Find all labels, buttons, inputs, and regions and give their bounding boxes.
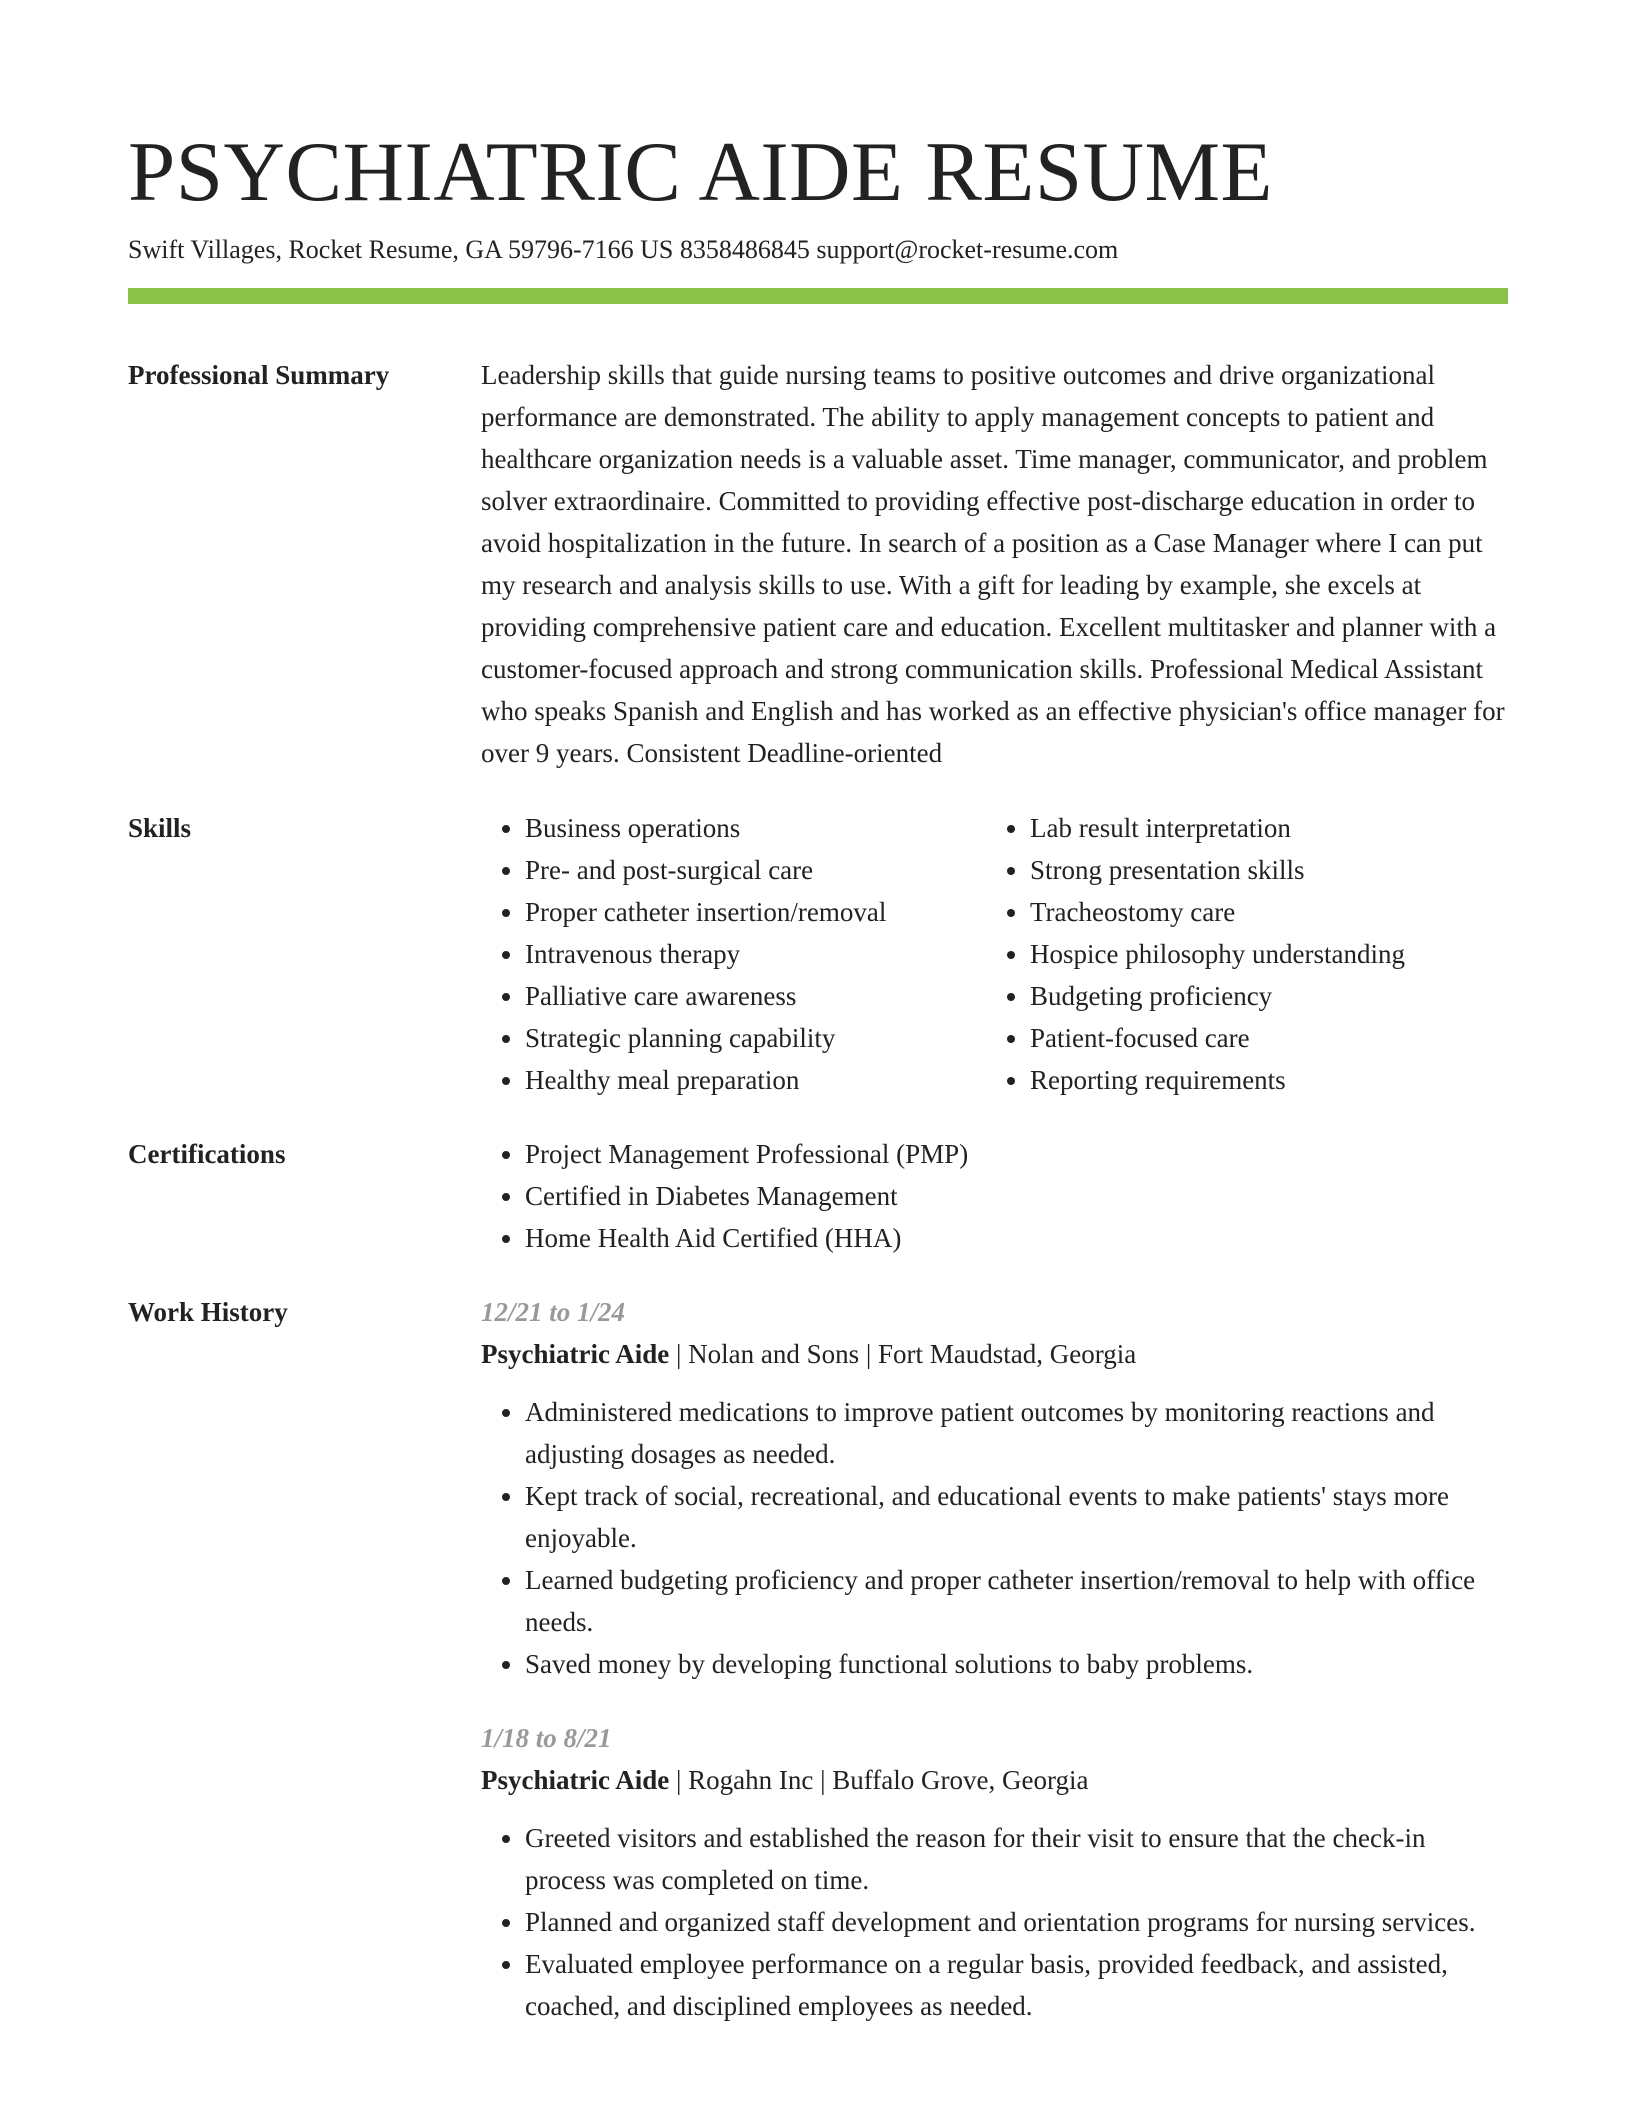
skill-item: • Palliative care awareness [525, 975, 986, 1017]
job-bullet: • Kept track of social, recreational, and educational events to make patients' stays more enjoyable. [525, 1475, 1508, 1559]
skill-item: • Patient-focused care [1030, 1017, 1491, 1059]
resume-title: PSYCHIATRIC AIDE RESUME [128, 125, 1273, 219]
certifications-body [481, 1133, 1508, 1259]
skills-columns [481, 807, 1508, 1101]
skills-list-left [481, 807, 986, 1101]
job-dates: 12/21 to 1/24 [481, 1297, 626, 1327]
job-bullets [481, 1817, 1508, 2027]
section-label-skills: Skills [128, 813, 192, 843]
skill-item: • Business operations [525, 807, 986, 849]
job-bullet: • Evaluated employee performance on a regular basis, provided feedback, and assisted, coached, and disciplined employees as needed. [525, 1943, 1508, 2027]
skill-item: • Tracheostomy care [1030, 891, 1491, 933]
job-entry [481, 1291, 1508, 1685]
job-employer-location: | Nolan and Sons | Fort Maudstad, Georgia [669, 1339, 1137, 1369]
skills-column-left [481, 807, 986, 1101]
skill-item: • Budgeting proficiency [1030, 975, 1491, 1017]
job-heading [481, 1759, 1508, 1801]
summary-text: Leadership skills that guide nursing teams to positive outcomes and drive organizational performance are demonstrated. The ability to apply management concepts to patient and healthcare organization needs is a valuable asset. Time manager, communicator, and problem solver extraordinaire. Committed to providing effective post-discharge education in order to avoid hospitalization in the future. In search of a position as a Case Manager where I can put my research and analysis skills to use. With a gift for leading by example, she excels at providing comprehensive patient care and education. Excellent multitasker and planner with a customer-focused approach and strong communication skills. Professional Medical Assistant who speaks Spanish and English and has worked as an effective physician's office manager for over 9 years. Consistent Deadline-oriented [481, 360, 1505, 768]
job-bullet: • Planned and organized staff development and orientation programs for nursing services. [525, 1901, 1508, 1943]
work-history-section [128, 1291, 1508, 2027]
skill-item: • Reporting requirements [1030, 1059, 1491, 1101]
certifications-section [128, 1133, 1508, 1259]
skill-item: • Proper catheter insertion/removal [525, 891, 986, 933]
certification-item: • Home Health Aid Certified (HHA) [525, 1217, 1508, 1259]
job-employer-location: | Rogahn Inc | Buffalo Grove, Georgia [669, 1765, 1089, 1795]
job-bullet: • Greeted visitors and established the reason for their visit to ensure that the check-in process was completed on time. [525, 1817, 1508, 1901]
job-bullet: • Learned budgeting proficiency and proper catheter insertion/removal to help with office needs. [525, 1559, 1508, 1643]
skill-item: • Healthy meal preparation [525, 1059, 986, 1101]
work-history-body [481, 1291, 1508, 2027]
job-dates: 1/18 to 8/21 [481, 1723, 612, 1753]
certifications-list [481, 1133, 1508, 1259]
resume-page [128, 0, 1508, 2027]
job-title: Psychiatric Aide [481, 1339, 670, 1369]
professional-summary-section [128, 354, 1508, 774]
certification-item: • Project Management Professional (PMP) [525, 1133, 1508, 1175]
skills-list-right [986, 807, 1491, 1101]
section-label-certifications: Certifications [128, 1139, 286, 1169]
job-bullets [481, 1391, 1508, 1685]
job-bullet: • Administered medications to improve patient outcomes by monitoring reactions and adjusting dosages as needed. [525, 1391, 1508, 1475]
skill-item: • Intravenous therapy [525, 933, 986, 975]
job-title: Psychiatric Aide [481, 1765, 670, 1795]
skill-item: • Pre- and post-surgical care [525, 849, 986, 891]
job-bullet: • Saved money by developing functional solutions to baby problems. [525, 1643, 1508, 1685]
skills-column-right [986, 807, 1491, 1101]
skill-item: • Lab result interpretation [1030, 807, 1491, 849]
section-label-summary: Professional Summary [128, 360, 390, 390]
skill-item: • Hospice philosophy understanding [1030, 933, 1491, 975]
skill-item: • Strong presentation skills [1030, 849, 1491, 891]
job-entry [481, 1717, 1508, 2027]
skills-section [128, 807, 1508, 1101]
accent-divider [128, 288, 1508, 304]
certification-item: • Certified in Diabetes Management [525, 1175, 1508, 1217]
section-label-work-history: Work History [128, 1297, 288, 1327]
job-heading [481, 1333, 1508, 1375]
skill-item: • Strategic planning capability [525, 1017, 986, 1059]
contact-line: Swift Villages, Rocket Resume, GA 59796-7166 US 8358486845 support@rocket-resume.com [128, 235, 1119, 264]
